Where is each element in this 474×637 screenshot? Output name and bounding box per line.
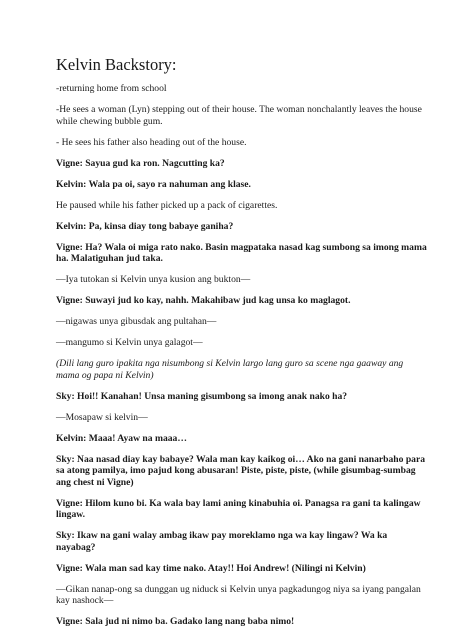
paragraph: -He sees a woman (Lyn) stepping out of their house. The woman nonchalantly leaves the house while chewing bubble gum. bbox=[56, 104, 422, 127]
document-body bbox=[56, 55, 428, 637]
paragraph: Sky: Ikaw na gani walay ambag ikaw pay moreklamo nga wa kay lingaw? Wa ka nayabag? bbox=[56, 530, 388, 553]
paragraph: —mangumo si Kelvin unya galagot— bbox=[56, 337, 203, 348]
paragraph: —nigawas unya gibusdak ang pultahan— bbox=[56, 316, 217, 327]
paragraph: Vigne: Hilom kuno bi. Ka wala bay lami aning kinabuhia oi. Panagsa ra gani ta kalingaw lingaw. bbox=[56, 497, 421, 520]
paragraph: —Iya tutokan si Kelvin unya kusion ang bukton— bbox=[56, 274, 251, 285]
document-title: Kelvin Backstory: bbox=[56, 55, 177, 74]
paragraph: He paused while his father picked up a pack of cigarettes. bbox=[56, 199, 278, 211]
paragraph: —Mosapaw si kelvin— bbox=[56, 411, 148, 423]
paragraph: Sky: Hoi!! Kanahan! Unsa maning gisumbong sa imong anak nako ha? bbox=[56, 390, 348, 402]
paragraph: Sky: Naa nasad diay kay babaye? Wala man kay kaikog oi… Ako na gani nanarbaho para sa atong pamilya, imo pajud kong abusaran! Piste, piste, piste, (while gisumbag-sumbag ang chest ni Vigne) bbox=[56, 453, 426, 488]
paragraph: -returning home from school bbox=[56, 83, 167, 94]
paragraph: - He sees his father also heading out of the house. bbox=[56, 136, 247, 148]
paragraph: Vigne: Ha? Wala oi miga rato nako. Basin magpataka nasad kag sumbong sa imong mama ha. Malatiguhan jud taka. bbox=[56, 241, 427, 264]
paragraph: Kelvin: Maaa! Ayaw na maaa… bbox=[56, 432, 187, 444]
paragraph: Kelvin: Wala pa oi, sayo ra nahuman ang klase. bbox=[56, 178, 251, 190]
paragraph: —Gikan nanap-ong sa dunggan ug niduck si Kelvin unya pagkadungog niya sa iyang pangalan kay nashock— bbox=[56, 583, 421, 606]
paragraph: Vigne: Sayua gud ka ron. Nagcutting ka? bbox=[56, 157, 225, 169]
paragraph: Vigne: Wala man sad kay time nako. Atay!! Hoi Andrew! (Nilingi ni Kelvin) bbox=[56, 562, 366, 574]
paragraph: Vigne: Sala jud ni nimo ba. Gadako lang nang baba nimo! bbox=[56, 616, 295, 627]
paragraph: Vigne: Suwayi jud ko kay, nahh. Makahibaw jud kag unsa ko maglagot. bbox=[56, 295, 351, 306]
paragraph: Kelvin: Pa, kinsa diay tong babaye ganiha? bbox=[56, 220, 234, 232]
paragraph-list bbox=[56, 83, 428, 628]
paragraph: (Dili lang guro ipakita nga nisumbong si Kelvin largo lang guro sa scene nga gaaway ang mama og papa ni Kelvin) bbox=[56, 358, 404, 381]
